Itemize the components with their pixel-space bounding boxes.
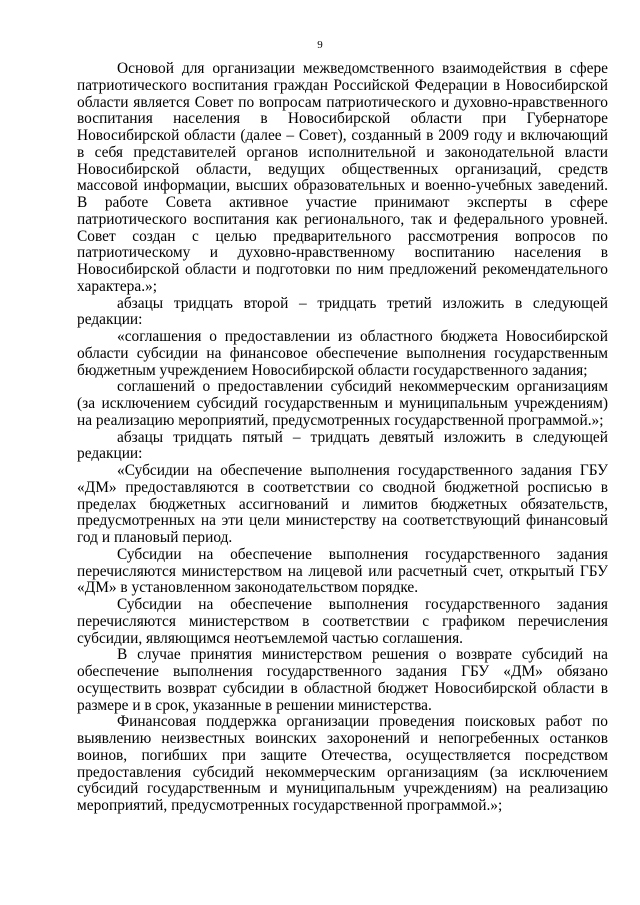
paragraph-amendment-35-39: абзацы тридцать пятый – тридцать девятый изложить в следующей редакции:: [77, 428, 608, 463]
paragraph-amendment-32-33: абзацы тридцать второй – тридцать третий изложить в следующей редакции:: [77, 294, 608, 329]
paragraph-subsidy-transfer-account: Субсидии на обеспечение выполнения государственного задания перечисляются министерством на лицевой или расчетный счет, открытый ГБУ «ДМ» в установленном законодательством порядке.: [77, 545, 608, 597]
paragraph-nonprofit-agreements: соглашений о предоставлении субсидий некоммерческим организациям (за исключением субсидий государственным и муниципальным учреждениям) на реализацию мероприятий, предусмотренных государственной программой.»;: [77, 378, 608, 429]
paragraph-subsidy-agreement: «соглашения о предоставлении из областного бюджета Новосибирской области субсидии на финансовое обеспечение выполнения государственным бюджетным учреждением Новосибирской области государственного задания;: [77, 328, 608, 379]
paragraph-subsidy-transfer-schedule: Субсидии на обеспечение выполнения государственного задания перечисляются министерством в соответствии с графиком перечисления субсидии, являющимся неотъемлемой частью соглашения.: [77, 596, 608, 647]
paragraph-council-description: Основой для организации межведомственного взаимодействия в сфере патриотического воспитания граждан Российской Федерации в Новосибирской области является Совет по вопросам патриотического и духовно-нравственного воспитания населения в Новосибирской области при Губернаторе Новосибирской области (далее – Совет), созданный в 2009 году и включающий в себя представителей органов исполнительной и законодательной власти Новосибирской области, ведущих общественных организаций, средств массовой информации, высших образовательных и военно-учебных заведений. В работе Совета активное участие принимают эксперты в сфере патриотического воспитания как регионального, так и федерального уровней. Совет создан с целью предварительного рассмотрения вопросов по патриотическому и духовно-нравственному воспитанию населения в Новосибирской области и подготовки по ним предложений рекомендательного характера.»;: [77, 60, 608, 295]
document-body: [77, 61, 608, 815]
paragraph-subsidy-provision: «Субсидии на обеспечение выполнения государственного задания ГБУ «ДМ» предоставляются в соответствии со сводной бюджетной росписью в пределах бюджетных ассигнований и лимитов бюджетных обязательств, предусмотренных на эти цели министерству на соответствующий финансовый год и плановый период.: [77, 462, 608, 546]
paragraph-search-works-support: Финансовая поддержка организации проведения поисковых работ по выявлению неизвестных воинских захоронений и непогребенных останков воинов, погибших при защите Отечества, осуществляется посредством предоставления субсидий некоммерческим организациям (за исключением субсидий государственным и муниципальным учреждениям) на реализацию мероприятий, предусмотренных государственной программой.»;: [77, 713, 608, 814]
page-number: 9: [317, 39, 323, 51]
paragraph-subsidy-return: В случае принятия министерством решения о возврате субсидий на обеспечение выполнения государственного задания ГБУ «ДМ» обязано осуществить возврат субсидии в областной бюджет Новосибирской области в размере и в срок, указанные в решении министерства.: [77, 646, 608, 714]
